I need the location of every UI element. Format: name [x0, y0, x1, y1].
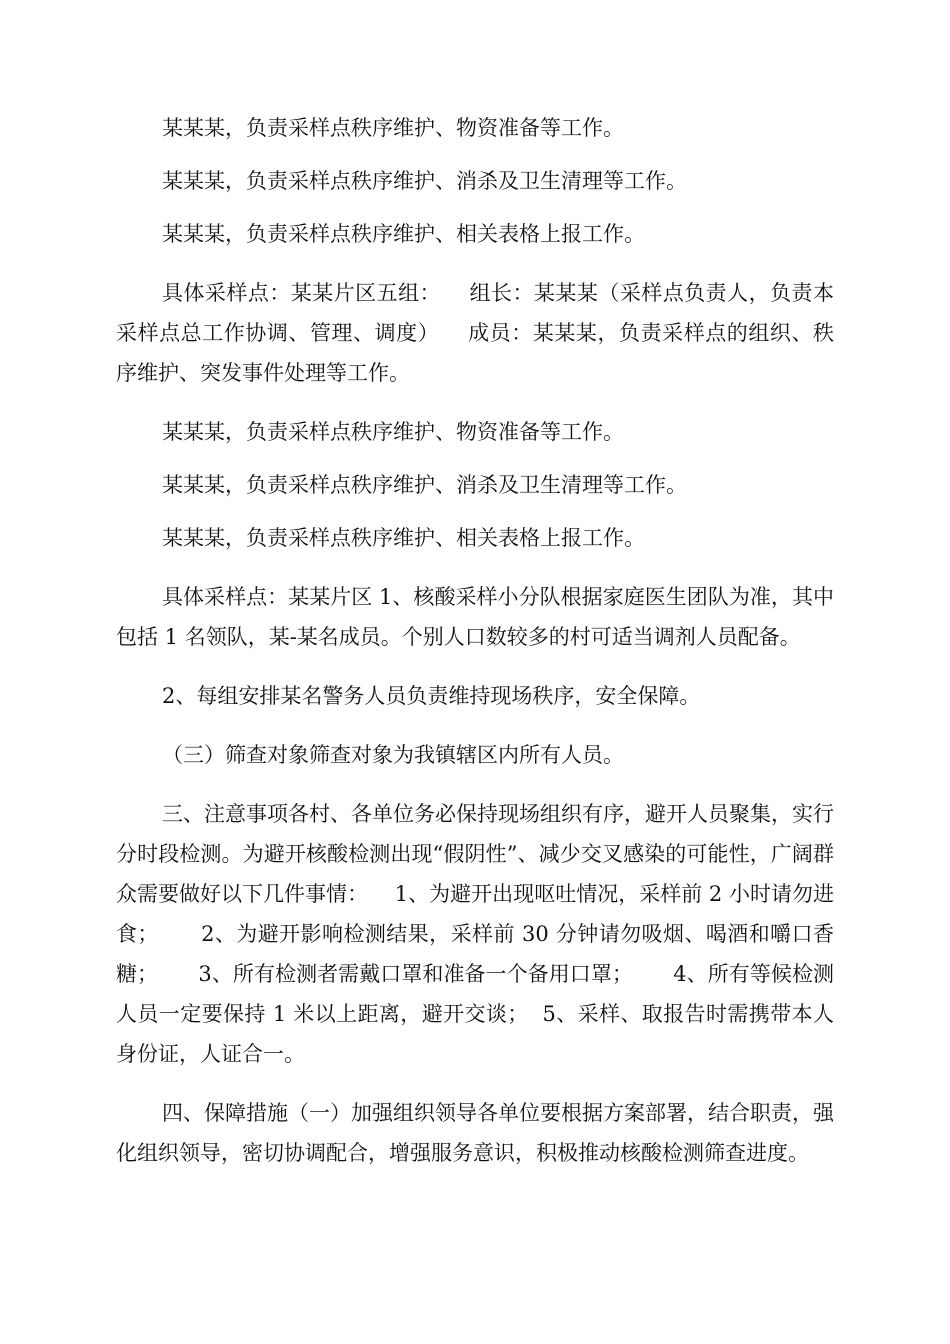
paragraph-staff-reporting: 某某某，负责采样点秩序维护、相关表格上报工作。: [162, 222, 645, 246]
paragraph-precautions: 三、注意事项各村、各单位务必保持现场组织有序，避开人员聚集，实行分时段检测。为避开核酸检测出现“假阴性”、减少交叉感染的可能性，广阔群众需要做好以下几件事情： 1、为避开出现呕吐情况，采样前 2 小时请勿进食； 2、为避开影响检测结果，采样前 30 分钟请勿吸烟、喝酒和嚼口香糖； 3、所有检测者需戴口罩和准备一个备用口罩； 4、所有等候检测人员一定要保持 1 米以上距离，避开交谈； 5、采样、取报告时需携带本人身份证，人证合一。: [116, 802, 834, 1066]
document-body: [116, 108, 834, 1173]
paragraph-safeguards: 四、保障措施（一）加强组织领导各单位要根据方案部署，结合职责，强化组织领导，密切协调配合，增强服务意识，积极推动核酸检测筛查进度。: [116, 1101, 834, 1165]
paragraph-police-staff: 2、每组安排某名警务人员负责维持现场秩序，安全保障。: [162, 684, 701, 708]
paragraph-staff-supplies-2: 某某某，负责采样点秩序维护、物资准备等工作。: [162, 420, 624, 444]
paragraph-staff-disinfection-2: 某某某，负责采样点秩序维护、消杀及卫生清理等工作。: [162, 473, 687, 497]
paragraph-sampling-team: 具体采样点：某某片区 1、核酸采样小分队根据家庭医生团队为准，其中包括 1 名领队，某-某名成员。个别人口数较多的村可适当调剂人员配备。: [116, 585, 834, 649]
paragraph-staff-disinfection: 某某某，负责采样点秩序维护、消杀及卫生清理等工作。: [162, 169, 687, 193]
paragraph-site-group-five: 具体采样点：某某片区五组： 组长：某某某（采样点负责人，负责本采样点总工作协调、管理、调度） 成员：某某某，负责采样点的组织、秩序维护、突发事件处理等工作。: [116, 281, 834, 385]
paragraph-staff-reporting-2: 某某某，负责采样点秩序维护、相关表格上报工作。: [162, 526, 645, 550]
paragraph-screening-targets: （三）筛查对象筛查对象为我镇辖区内所有人员。: [162, 743, 624, 767]
paragraph-staff-supplies: 某某某，负责采样点秩序维护、物资准备等工作。: [162, 116, 624, 140]
